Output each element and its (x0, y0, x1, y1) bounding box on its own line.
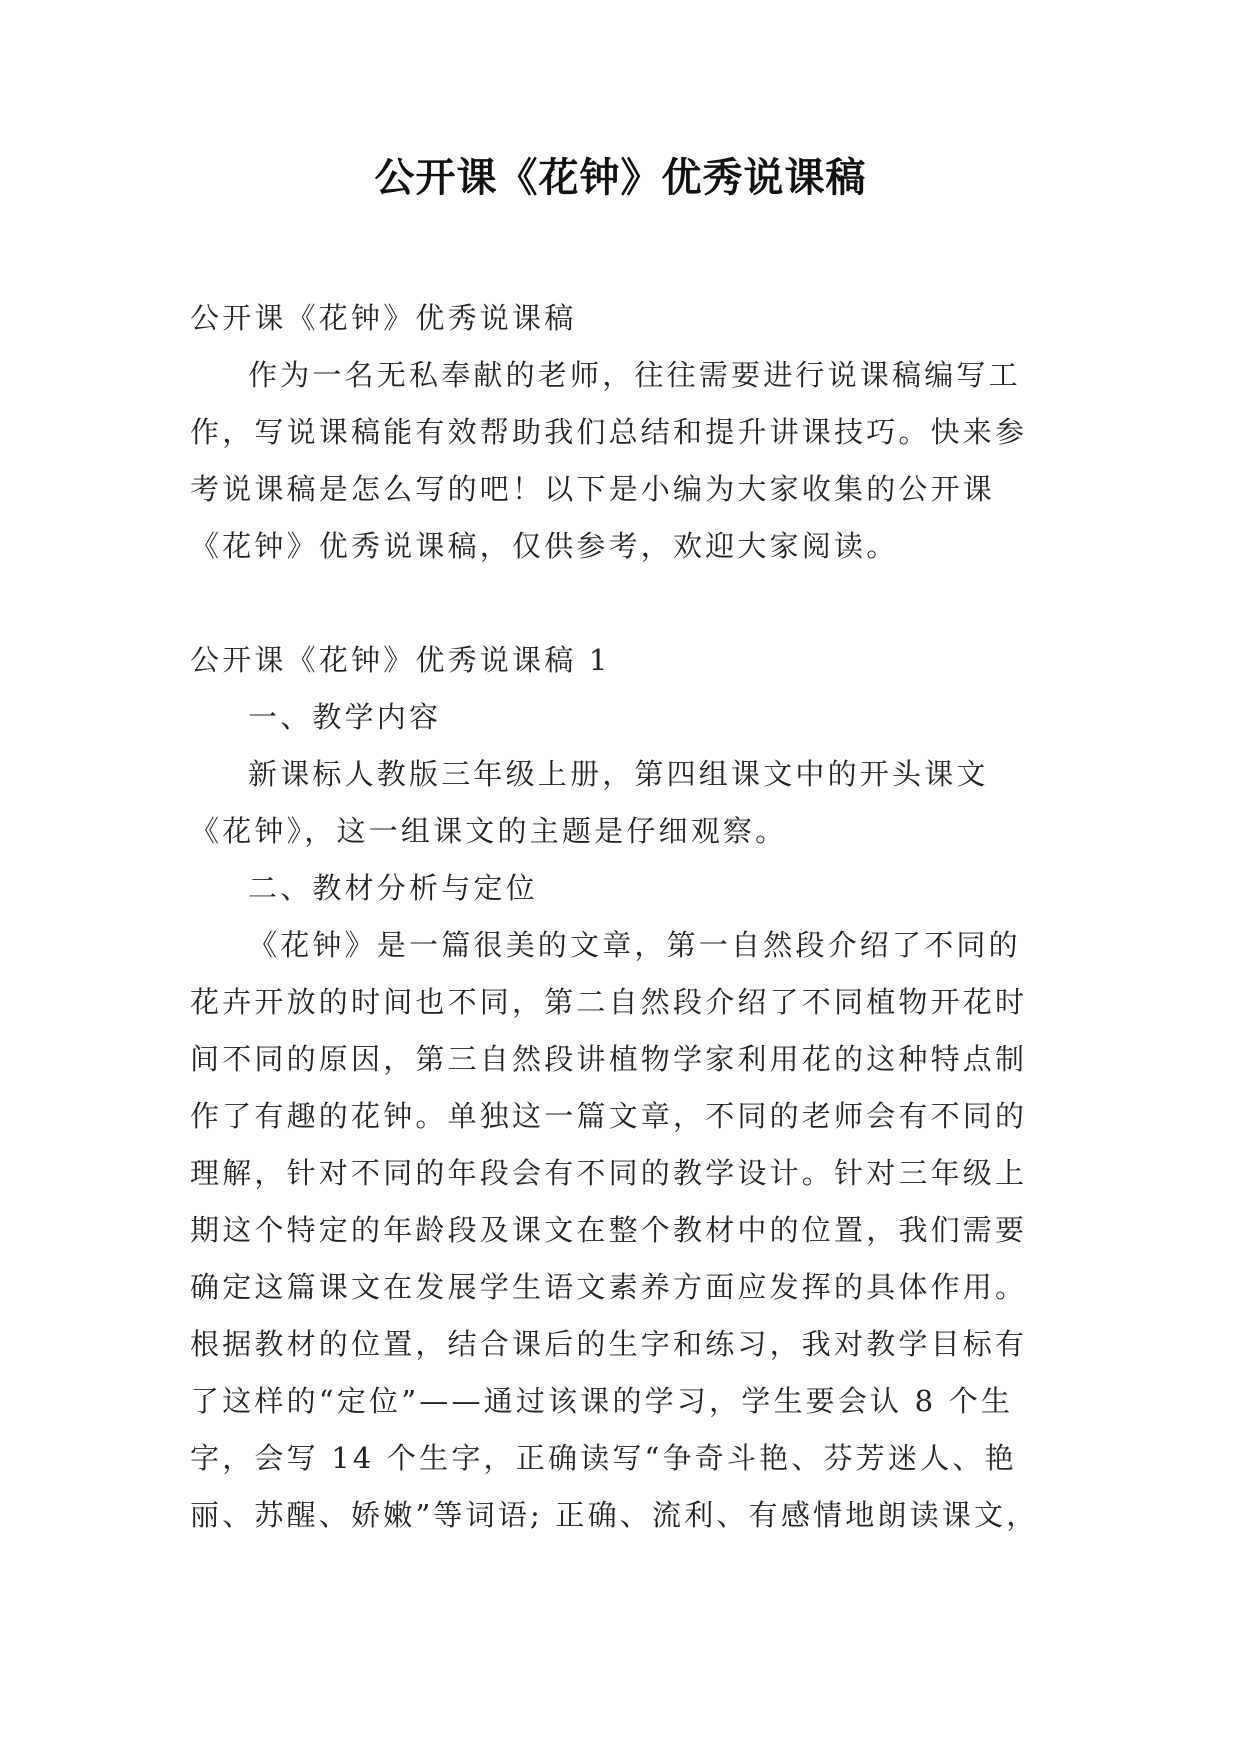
analysis-line-1: 《花钟》是一篇很美的文章，第一自然段介绍了不同的 (248, 928, 1021, 962)
document-body (190, 290, 1070, 1544)
analysis-line-3: 间不同的原因，第三自然段讲植物学家利用花的这种特点制 (190, 1042, 1028, 1076)
analysis-line-2: 花卉开放的时间也不同，第二自然段介绍了不同植物开花时 (190, 985, 1028, 1019)
intro-line-3: 考说课稿是怎么写的吧！以下是小编为大家收集的公开课 (190, 472, 996, 506)
analysis-line-4: 作了有趣的花钟。单独这一篇文章，不同的老师会有不同的 (190, 1099, 1028, 1133)
heading-analysis: 二、教材分析与定位 (248, 871, 538, 905)
analysis-line-11: 丽、苏醒、娇嫩”等词语; 正确、流利、有感情地朗读课文， (190, 1498, 1039, 1532)
intro-line-2: 作，写说课稿能有效帮助我们总结和提升讲课技巧。快来参 (190, 415, 1028, 449)
subtitle-line: 公开课《花钟》优秀说课稿 (190, 301, 577, 335)
analysis-line-6: 期这个特定的年龄段及课文在整个教材中的位置，我们需要 (190, 1213, 1028, 1247)
analysis-line-10: 字，会写 14 个生字，正确读写“争奇斗艳、芬芳迷人、艳 (190, 1441, 1017, 1475)
content-line-2: 《花钟》，这一组课文的主题是仔细观察。 (190, 814, 788, 848)
section1-heading: 公开课《花钟》优秀说课稿 1 (190, 643, 611, 677)
document-title: 公开课《花钟》优秀说课稿 (374, 155, 867, 201)
content-line-1: 新课标人教版三年级上册，第四组课文中的开头课文 (248, 757, 989, 791)
paragraph-gap (190, 575, 1070, 632)
analysis-line-7: 确定这篇课文在发展学生语文素养方面应发挥的具体作用。 (190, 1270, 1028, 1304)
intro-line-1: 作为一名无私奉献的老师，往往需要进行说课稿编写工 (248, 358, 1021, 392)
analysis-line-5: 理解，针对不同的年段会有不同的教学设计。针对三年级上 (190, 1156, 1028, 1190)
intro-line-4: 《花钟》优秀说课稿，仅供参考，欢迎大家阅读。 (190, 529, 899, 563)
heading-teaching-content: 一、教学内容 (248, 700, 442, 734)
analysis-line-9: 了这样的“定位”——通过该课的学习，学生要会认 8 个生 (190, 1384, 1014, 1418)
analysis-line-8: 根据教材的位置，结合课后的生字和练习，我对教学目标有 (190, 1327, 1028, 1361)
